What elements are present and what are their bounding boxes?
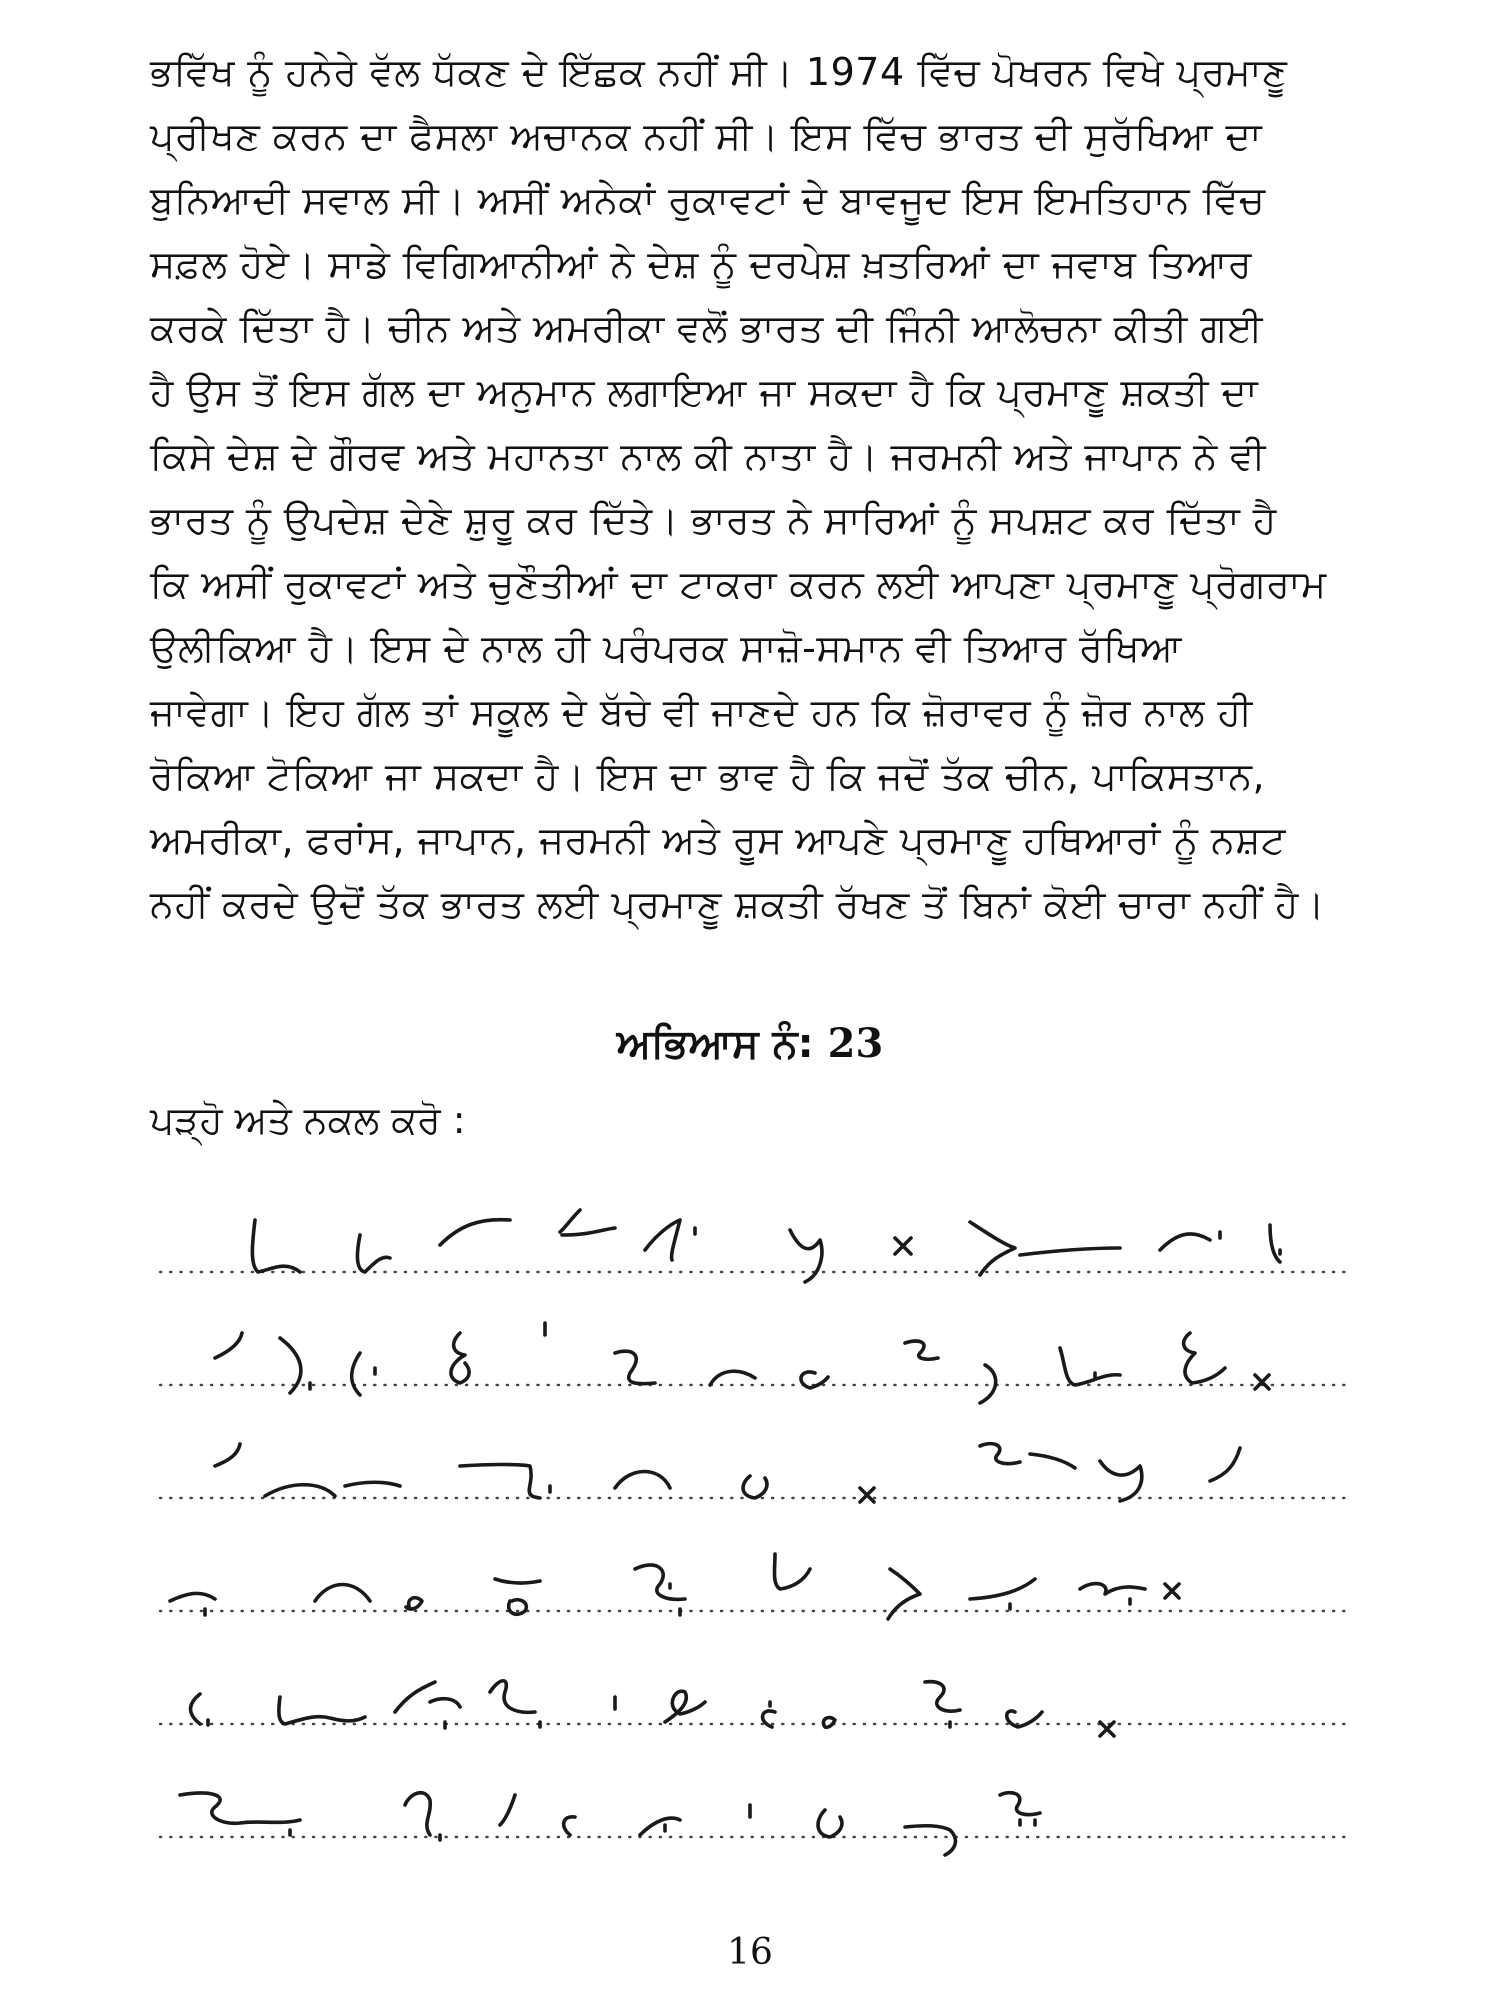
- shorthand-outline: [191, 1694, 208, 1725]
- passage-line: ਜਾਵੇਗਾ। ਇਹ ਗੱਲ ਤਾਂ ਸਕੂਲ ਦੇ ਬੱਚੇ ਵੀ ਜਾਣਦੇ ਹਨ ਕਿ ਜ਼ੋਰਾਵਰ ਨੂੰ ਜ਼ੋਰ ਨਾਲ ਹੀ: [150, 690, 1253, 734]
- passage-line: ਪ੍ਰੀਖਣ ਕਰਨ ਦਾ ਫੈਸਲਾ ਅਚਾਨਕ ਨਹੀਂ ਸੀ। ਇਸ ਵਿੱਚ ਭਾਰਤ ਦੀ ਸੁਰੱਖਿਆ ਦਾ: [150, 114, 1263, 158]
- shorthand-outline: [252, 1220, 300, 1272]
- shorthand-outline: [460, 1465, 550, 1499]
- shorthand-outline: [440, 1220, 510, 1245]
- shorthand-outline: [1000, 1793, 1040, 1825]
- passage-line: ਰੋਕਿਆ ਟੋਕਿਆ ਜਾ ਸਕਦਾ ਹੈ। ਇਸ ਦਾ ਭਾਵ ਹੈ ਕਿ ਜਦੋਂ ਤੱਕ ਚੀਨ, ਪਾਕਿਸਤਾਨ,: [150, 754, 1266, 798]
- shorthand-outline: [710, 1371, 755, 1385]
- shorthand-line: [160, 1200, 1350, 1310]
- shorthand-outline: [925, 1682, 960, 1727]
- shorthand-outline: [823, 1718, 835, 1728]
- shorthand-outline: [1270, 1225, 1280, 1262]
- shorthand-outline: [1160, 1232, 1220, 1250]
- shorthand-outline: [1210, 1448, 1240, 1481]
- shorthand-outline: [743, 1476, 767, 1498]
- passage-line: ਕਰਕੇ ਦਿੱਤਾ ਹੈ। ਚੀਨ ਅਤੇ ਅਮਰੀਕਾ ਵਲੋਂ ਭਾਰਤ ਦੀ ਜਿੰਨੀ ਆਲੋਚਨਾ ਕੀਤੀ ਗਈ: [150, 306, 1264, 350]
- shorthand-outline: [215, 1333, 242, 1358]
- shorthand-line: [160, 1313, 1350, 1423]
- shorthand-outline: [215, 1444, 240, 1466]
- shorthand-outline: [560, 1210, 615, 1235]
- passage-line: ਉਲੀਕਿਆ ਹੈ। ਇਸ ਦੇ ਨਾਲ ਹੀ ਪਰੰਪਰਕ ਸਾਜ਼ੋ-ਸਮਾਨ ਵੀ ਤਿਆਰ ਰੱਖਿਆ: [150, 626, 1182, 670]
- page-number: 16: [727, 1932, 773, 1973]
- shorthand-outline: [980, 1444, 1075, 1468]
- shorthand-outline: [1080, 1584, 1145, 1604]
- shorthand-outline: [315, 1585, 370, 1602]
- passage-text: [150, 40, 1350, 936]
- passage-line: ਨਹੀਂ ਕਰਦੇ ਉਦੋਂ ਤੱਕ ਭਾਰਤ ਲਈ ਪ੍ਰਮਾਣੂ ਸ਼ਕਤੀ ਰੱਖਣ ਤੋਂ ਬਿਨਾਂ ਕੋਈ ਚਾਰਾ ਨਹੀਂ ਹੈ।: [150, 882, 1325, 926]
- shorthand-outline: [1184, 1333, 1225, 1383]
- shorthand-outline: [490, 1681, 540, 1727]
- shorthand-line: [160, 1765, 1350, 1875]
- shorthand-line: [160, 1426, 1350, 1536]
- shorthand-outline: [1060, 1348, 1120, 1385]
- shorthand-outline: [645, 1220, 695, 1260]
- passage-line: ਭਵਿੱਖ ਨੂੰ ਹਨੇਰੇ ਵੱਲ ਧੱਕਣ ਦੇ ਇੱਛਕ ਨਹੀਂ ਸੀ। 1974 ਵਿੱਚ ਪੋਖਰਨ ਵਿਖੇ ਪ੍ਰਮਾਣੂ: [150, 50, 1288, 94]
- shorthand-outline: [265, 1482, 400, 1496]
- shorthand-outline: [635, 1565, 685, 1615]
- shorthand-outline: [357, 1235, 390, 1272]
- exercise-label: ਅਭਿਆਸ ਨੰ:: [616, 1021, 814, 1067]
- passage-line: ਅਮਰੀਕਾ, ਫਰਾਂਸ, ਜਾਪਾਨ, ਜਰਮਨੀ ਅਤੇ ਰੂਸ ਆਪਣੇ ਪ੍ਰਮਾਣੂ ਹਥਿਆਰਾਂ ਨੂੰ ਨਸ਼ਟ: [150, 818, 1286, 862]
- passage-line: ਕਿਸੇ ਦੇਸ਼ ਦੇ ਗੌਰਵ ਅਤੇ ਮਹਾਨਤਾ ਨਾਲ ਕੀ ਨਾਤਾ ਹੈ। ਜਰਮਨੀ ਅਤੇ ਜਾਪਾਨ ਨੇ ਵੀ: [150, 434, 1266, 478]
- shorthand-outline: [970, 1579, 1035, 1609]
- shorthand-outline: [790, 1230, 822, 1282]
- shorthand-outline: [860, 1488, 874, 1502]
- exercise-heading: [0, 1020, 1500, 1067]
- passage-line: ਹੈ ਉਸ ਤੋਂ ਇਸ ਗੱਲ ਦਾ ਅਨੁਮਾਨ ਲਗਾਇਆ ਜਾ ਸਕਦਾ ਹੈ ਕਿ ਪ੍ਰਮਾਣੂ ਸ਼ਕਤੀ ਦਾ: [150, 370, 1259, 414]
- shorthand-outline: [279, 1697, 365, 1724]
- shorthand-outline: [905, 1826, 955, 1855]
- shorthand-outline: [640, 1818, 680, 1835]
- shorthand-outline: [451, 1333, 469, 1383]
- shorthand-outline: [665, 1691, 705, 1722]
- passage-line: ਭਾਰਤ ਨੂੰ ਉਪਦੇਸ਼ ਦੇਣੇ ਸ਼ੁਰੂ ਕਰ ਦਿੱਤੇ। ਭਾਰਤ ਨੇ ਸਾਰਿਆਂ ਨੂੰ ਸਪਸ਼ਟ ਕਰ ਦਿੱਤਾ ਹੈ: [150, 498, 1277, 542]
- shorthand-outline: [615, 1472, 670, 1489]
- shorthand-outline: [970, 1222, 1120, 1275]
- shorthand-outline: [1165, 1584, 1179, 1598]
- passage-line: ਬੁਨਿਆਦੀ ਸਵਾਲ ਸੀ। ਅਸੀਂ ਅਨੇਕਾਂ ਰੁਕਾਵਟਾਂ ਦੇ ਬਾਵਜੂਦ ਇਸ ਇਮਤਿਹਾਨ ਵਿੱਚ: [150, 178, 1266, 222]
- shorthand-practice-area: [160, 1200, 1350, 1880]
- shorthand-outline: [406, 1598, 422, 1609]
- shorthand-outline: [352, 1353, 375, 1395]
- shorthand-outline: [1255, 1375, 1269, 1389]
- shorthand-outline: [774, 1554, 810, 1589]
- shorthand-outline: [615, 1351, 655, 1384]
- exercise-number: 23: [827, 1020, 884, 1067]
- shorthand-outline: [1100, 1461, 1142, 1501]
- shorthand-outline: [818, 1810, 842, 1837]
- shorthand-outline: [905, 1341, 938, 1359]
- shorthand-outline: [395, 1682, 460, 1728]
- shorthand-outline: [500, 1795, 515, 1825]
- shorthand-line: [160, 1539, 1350, 1649]
- shorthand-line: [160, 1652, 1350, 1762]
- exercise-instruction: ਪੜ੍ਹੋ ਅਤੇ ਨਕਲ ਕਰੋ :: [150, 1098, 466, 1142]
- shorthand-outline: [564, 1817, 575, 1835]
- shorthand-outline: [405, 1793, 440, 1840]
- shorthand-outline: [895, 1238, 911, 1254]
- shorthand-outline: [1100, 1722, 1114, 1736]
- shorthand-outline: [495, 1579, 540, 1614]
- passage-line: ਕਿ ਅਸੀਂ ਰੁਕਾਵਟਾਂ ਅਤੇ ਚੁਣੌਤੀਆਂ ਦਾ ਟਾਕਰਾ ਕਰਨ ਲਈ ਆਪਣਾ ਪ੍ਰਮਾਣੂ ਪ੍ਰੋਗਰਾਮ: [150, 562, 1327, 606]
- shorthand-outline: [180, 1793, 300, 1835]
- passage-line: ਸਫ਼ਲ ਹੋਏ। ਸਾਡੇ ਵਿਗਿਆਨੀਆਂ ਨੇ ਦੇਸ਼ ਨੂੰ ਦਰਪੇਸ਼ ਖ਼ਤਰਿਆਂ ਦਾ ਜਵਾਬ ਤਿਆਰ: [150, 242, 1252, 286]
